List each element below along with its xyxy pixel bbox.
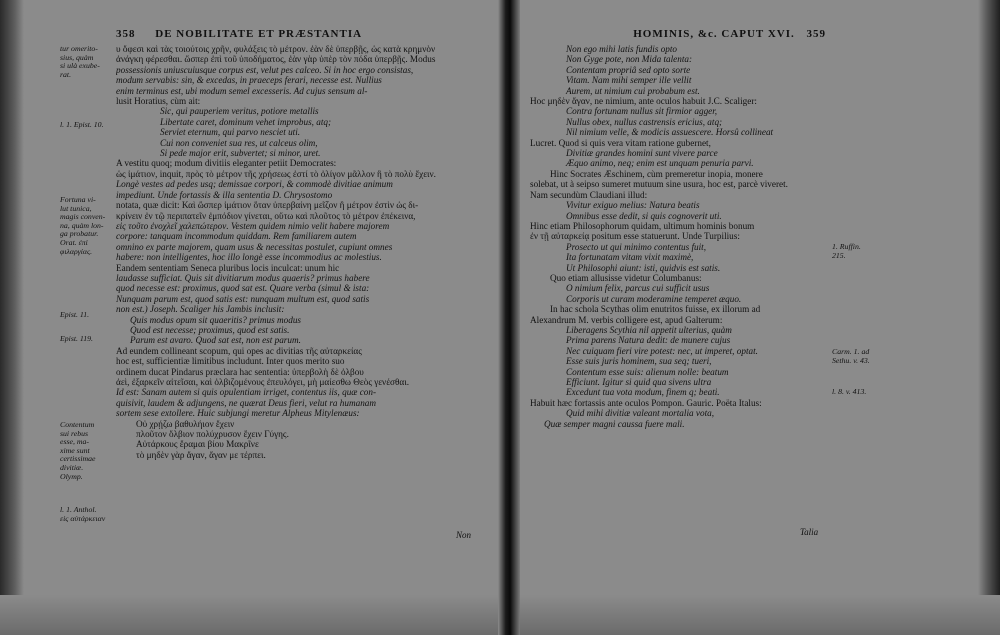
text-line: Omnibus esse dedit, si quis cognoverit uti. [566,210,722,221]
text-line: Nec cuiquam fieri vire potest: nec, ut imperet, optat. [566,345,758,356]
text-line: Parum est avaro. Quod sat est, non est parum. [130,335,301,346]
text-line: laudasse sufficiat. Quis sit divitiarum modus quaeris? primus habere [116,272,370,283]
text-line: κρίνειν ἐν τῷ περιπατεῖν ἐμπόδιον γίνεται, οὕτω καὶ πλοῦτος τὸ μέτρον ἐπέκεινα, [116,210,416,221]
text-line: Quo etiam allusisse videtur Columbanus: [550,272,702,283]
text-line: Efficiunt. Igitur si quid qua sivens ultra [566,377,712,387]
text-line: Sic, qui pauperiem veritus, potiore metallis [160,106,319,117]
text-line: εἰς τοῦτο ἐνοχλεῖ χαλεπώτερον. Vestem quidem nimio velit habere majorem [116,220,390,231]
margin-note: 1. Ruffin. 215. [832,242,861,260]
right-page-header [530,28,826,44]
text-line: Divitiæ grandes homini sunt vivere parce [566,148,718,159]
text-line: Non Gyge pote, non Mida talenta: [566,54,693,65]
right-page-number: 359 [806,28,826,40]
text-line: Aurem, ut nimium cui probabum est. [566,85,700,96]
text-line: Οὐ χρῄζω βαθυλήιον ἔχειν [136,418,235,429]
text-line: corpore: tanquam incommodum quiddam. Rem familiarem autem [116,231,357,242]
text-line: enim terminus est, ubi modum semel excesseris. Ad cujus sensum al- [116,85,368,96]
text-line: Si pede major erit, subvertet; si minor, uret. [160,148,321,159]
margin-note: Carm. 1. ad Sethu. v. 43. [832,347,870,365]
text-line: notata, quæ dicit: Καὶ ὥσπερ ἱμάτιον ὅταν ὑπερβαίνη μεῖζον ἢ μέτρον ἐστὶν ὡς δι- [116,200,419,211]
text-line: πλοῦτον ὄλβιον πολύχρυσον ἔχειν Γύγης. [136,429,289,440]
margin-note: l. 8. v. 413. [832,387,867,396]
margin-note: l. 1. Anthol. εἰς αὐτάρκειαν [60,505,106,523]
text-line: impediunt. Unde fortassis & illa sententia D. Chrysostomo [116,189,333,200]
text-line: Alexandrum M. verbis colligere est, apud Galterum: [530,314,723,325]
text-line: Ita fortunatam vitam vixit maximè, [566,252,694,263]
text-line: Nil nimium velle, & modicis assuescere. Horsû collineat [566,127,774,138]
text-line: Quis modus opum sit quaeritis? primus modus [130,314,302,325]
text-line: O nimium felix, parcus cui sufficit usus [566,283,710,294]
text-line: ὡς ἱμάτιον, inquit, πρὸς τὸ μέτρον τῆς χρήσεως ἐστί τὸ ὀλίγον μᾶλλον ἢ τὸ πολὺ ἔχειν. [116,168,436,179]
text-line: Vitam. Nam mihi semper ille vellit [566,75,692,86]
margin-note: Epist. 119. [60,334,93,343]
text-line: quod necesse est: proximus, quod sat est. Quare verba (simul & ista: [116,283,370,294]
text-line: Ad eundem collineant scopum, qui opes ac divitias τῆς αὐταρκείας [116,345,362,356]
text-line: modum servabis: sin, & excedas, in praeceps ferari, necesse est. Nullius [116,75,382,86]
text-line: Quod est necesse; proximus, quod est satis. [130,324,290,335]
left-running-title: DE NOBILITATE ET PRÆSTANTIA [155,28,363,40]
right-page-edge [978,0,1000,635]
left-text-body [116,44,494,460]
margin-note: Fortuna vi- lut tunica, magis conven- na, quàm lon- ga probatur. Orat. ἐπὶ φιλαργίας. [60,195,106,256]
left-page-header [116,28,494,44]
left-page [116,28,494,460]
text-line: Liberagens Scythia nil appetit ulterius, quàm [566,324,732,335]
text-line: Nam secundùm Claudiani illud: [530,189,648,200]
text-line: Nunquam parum est, quod satis est: nunquam multum est, quod satis [116,293,370,304]
text-line: Id est: Sanam autem si quis opulentiam irriget, contentus iis, quæ con- [116,387,377,398]
right-page [530,28,830,429]
margin-note: l. 1. Epist. 10. [60,120,104,129]
text-line: habere: non intelligentes, hoc illo longè esse incommodius ac molestius. [116,252,382,263]
text-line: ἀνάγκη φέρεσθαι. ὥσπερ ἐπὶ τοῦ ὑποδήματος, ἐὰν γὰρ ὑπὲρ τὸν πόδα ὑπερβῇς. Modus [116,54,436,65]
text-line: Excedunt tua vota modum, finem q; beati. [566,387,720,398]
text-line: Quæ semper magni caussa fuere mali. [544,418,685,429]
text-line: Contra fortunam nullus sit firmior agger, [566,106,718,117]
text-line: Contentam propriâ sed opto sorte [566,64,691,75]
right-text-body [530,44,830,429]
text-line: possessionis uniuscuiusque corpus est, velut pes calceo. Si in hoc ergo consistas, [116,64,414,75]
text-line: Corporis ut curam moderamine temperet æquo. [566,293,742,304]
text-line: Contentum esse suis: alienum nolle: beatum [566,366,729,377]
text-line: A vestitu quoq; modum divitiis eleganter petiit Democrates: [116,158,337,169]
text-line: Αὐτάρκους ἔραμαι βίου Μακρῖνε [136,439,259,450]
text-line: Hinc etiam Philosophorum quidam, ultimum hominis bonum [530,220,755,231]
margin-note: tur omerito- sius, quàm si ulà exube- rat. [60,44,100,79]
text-line: Serviet eternum, qui parvo nesciet uti. [160,127,301,138]
left-catchword: Non [456,530,472,540]
text-line: ἀεὶ, ἐξαρκεῖν αἰτεῖσαι, καὶ ὀλβιζομένους ἐπευλόγει, μὴ μαίεσθω Θεὸς γενέσθαι. [116,377,409,387]
text-line: Lucret. Quod si quis vera vitam ratione gubernet, [530,137,711,148]
right-catchword: Talia [800,527,819,537]
text-line: omnino ex parte majorem, quam usus & necessitas postulet, cupiunt omnes [116,241,393,252]
text-line: Habuit hæc fortassis ante oculos Pompon. Gauric. Poëta Italus: [530,397,762,408]
text-line: υ ὄφεσι καὶ τὰς τοιούτοις χρῆν, φυλάξεις τὸ μέτρον. ἐὰν δὲ ὑπερβῇς, ὡς κατὰ κρημνὸν [116,44,436,54]
text-line: Non ego mihi latis fundis opto [566,44,678,54]
right-running-title: HOMINIS, &c. CAPUT XVI. [633,28,795,40]
text-line: Longè vestes ad pedes usq; demissae corpori, & commodè divitiae animum [116,179,393,190]
margin-note: Epist. 11. [60,310,90,319]
text-line: sortem sese extollere. Huic subjungi meretur Alpheus Mitylenæus: [116,408,360,419]
text-line: lusit Horatius, cùm ait: [116,96,201,107]
book-gutter [498,0,520,635]
text-line: Eandem sententiam Seneca pluribus locis inculcat: unum hic [116,262,340,273]
margin-note: Contentum sui rebus esse, ma- xime sunt certissimae divitiæ. Olymp. [60,420,96,481]
text-line: Cui non conveniet sua res, ut calceus olim, [160,137,318,148]
text-line: Nullus obex, nullus castrensis ericius, atq; [566,116,723,127]
text-line: Libertate caret, dominum vehet improbus, atq; [160,116,332,127]
left-page-edge [0,0,24,635]
text-line: Hinc Socrates Æschinem, cùm premeretur inopia, monere [550,168,763,179]
text-line: ἐν τῇ αὐταρκείᾳ positum esse statuerunt. Unde Turpilius: [530,231,740,242]
text-line: non est.) Joseph. Scaliger his Jambis inclusit: [116,304,285,315]
text-line: Æquo animo, neq; enim est unquam penuria parvi. [566,158,754,169]
text-line: In hac schola Scythas olim enutritos fuisse, ex illorum ad [550,304,761,315]
text-line: τὸ μηδὲν γὰρ ἄγαν, ἄγαν με τέρπει. [136,449,266,460]
text-line: Prosecto ut qui minimo contentus fuit, [566,241,707,252]
text-line: Ut Philosophi aiunt: isti, quidvis est satis. [566,262,721,273]
text-line: hoc est, sufficientiæ limitibus includunt. Inter quos merito suo [116,356,345,367]
text-line: quisivit, laudem & adjungens, ne quærat Deus fieri, velut ra humanam [116,397,377,408]
text-line: ordinem ducat Pindarus præclara hac sententia: ὑπερβολὴ δὲ ὀλβου [116,366,364,377]
text-line: solebat, ut à seipso sumeret mutuum sine usura, hoc est, parcè viveret. [530,179,788,190]
text-line: Quid mihi divitiæ valeant mortalia vota, [566,408,715,419]
left-page-number: 358 [116,28,136,40]
text-line: Esse suis juris hominem, sua seq; tueri, [566,356,712,367]
text-line: Prima parens Natura dedit: de munere cujus [566,335,731,346]
text-line: Vivitur exiguo melius: Natura beatis [566,200,700,211]
text-line: Hoc μηδὲν ἄγαν, ne nimium, ante oculos habuit J.C. Scaliger: [530,96,757,107]
